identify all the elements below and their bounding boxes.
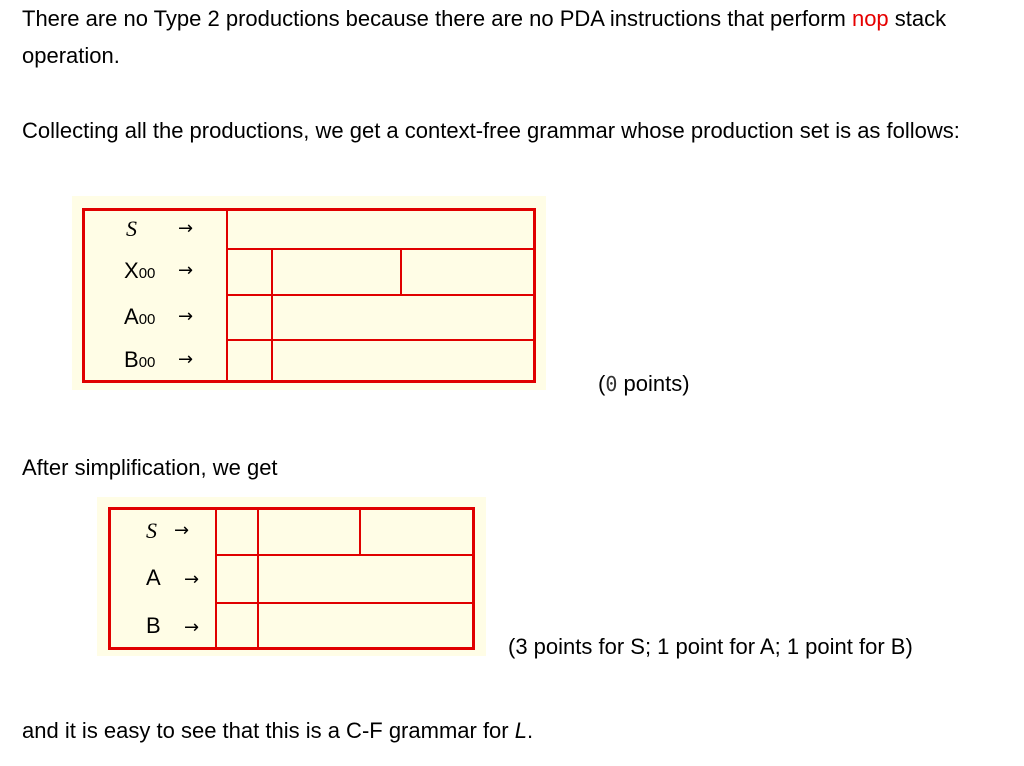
lhs-symbol-b: B — [146, 613, 161, 638]
arrow-icon: → — [178, 260, 194, 281]
points-note-1: (0 points) — [598, 371, 690, 396]
grid-cell-line — [400, 248, 402, 294]
conclusion-paragraph — [22, 712, 1018, 749]
lhs-symbol-s: S — [126, 216, 137, 241]
arrow-icon: → — [174, 520, 190, 541]
conclusion-text: and it is easy to see that this is a C-F grammar for — [22, 718, 515, 743]
grid-row-line — [215, 554, 475, 556]
points-note-2: (3 points for S; 1 point for A; 1 point for B) — [508, 634, 913, 659]
grid-cell-line — [271, 248, 273, 383]
grid-row-line — [215, 602, 475, 604]
grammar-table-2-frame — [108, 507, 475, 650]
points-value: 0 — [605, 372, 618, 396]
nop-keyword: nop — [851, 6, 889, 31]
grid-cell-line — [257, 507, 259, 650]
arrow-icon: → — [178, 306, 194, 327]
intro-text: There are no Type 2 productions because there are no PDA instructions that perform — [22, 6, 852, 31]
grammar-table-2 — [97, 497, 486, 656]
grid-divider — [215, 507, 217, 650]
intro-text-end: stack operation. — [22, 6, 947, 68]
grid-cell-line — [359, 507, 361, 554]
arrow-icon: → — [178, 349, 194, 370]
lhs-symbol-a00: A00 — [124, 304, 156, 329]
lhs-symbol-b00: B00 — [124, 347, 156, 372]
collecting-paragraph: Collecting all the productions, we get a context-free grammar whose production set is as follows: — [22, 118, 960, 143]
intro-paragraph — [22, 0, 1018, 74]
language-variable: L — [514, 718, 527, 743]
arrow-icon: → — [178, 218, 194, 239]
lhs-symbol-a: A — [146, 565, 161, 590]
arrow-icon: → — [184, 569, 200, 590]
conclusion-period: . — [526, 718, 534, 743]
arrow-icon: → — [184, 617, 200, 638]
simplification-paragraph: After simplification, we get — [22, 455, 278, 480]
lhs-symbol-s: S — [146, 518, 157, 543]
grammar-table-1 — [72, 196, 546, 390]
lhs-symbol-x00: X00 — [124, 258, 156, 283]
